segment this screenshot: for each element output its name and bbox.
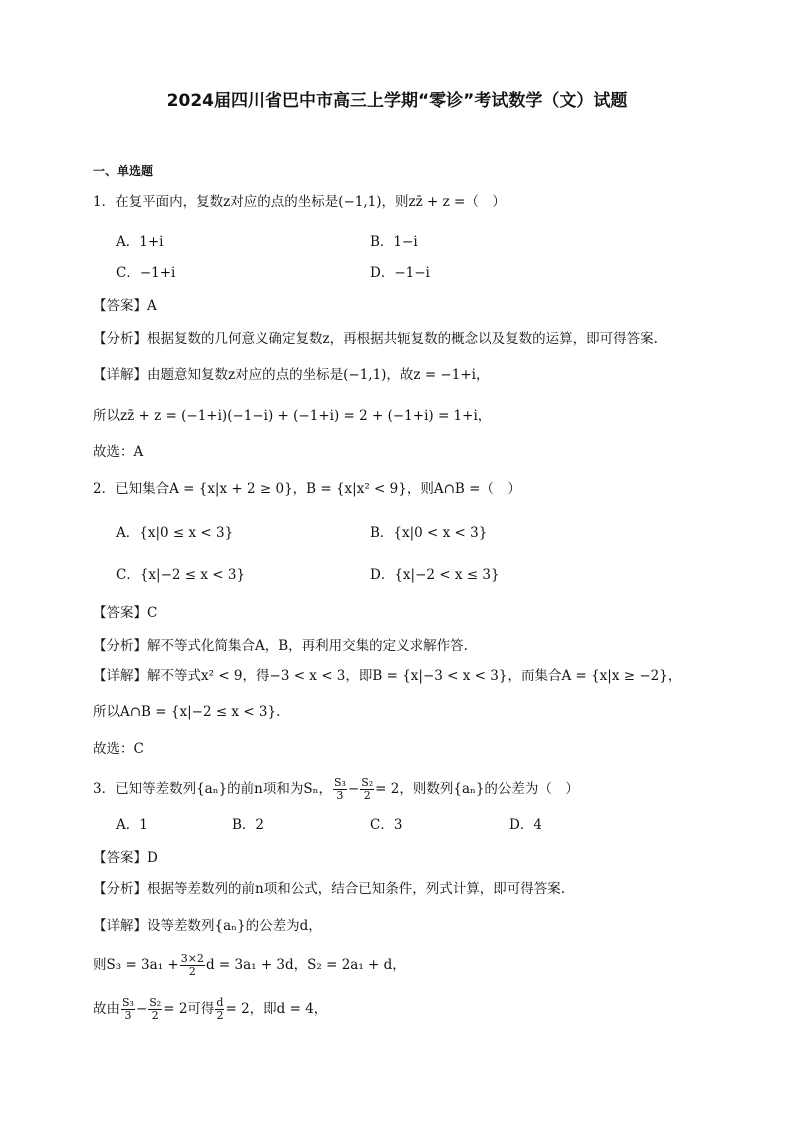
q2-analysis [93,637,468,655]
q1-analysis-text: 根据复数的几何意义确定复数z，再根据共轭复数的概念以及复数的运算，即可得答案. [147,331,658,347]
fraction [215,997,224,1022]
question-1-stem: 1．在复平面内，复数z对应的点的坐标是(−1,1)，则zz̄ + z =（ ） [93,194,506,210]
denominator: 2 [216,1009,224,1022]
q1-option-a: A．1+i [116,234,164,250]
fraction [148,997,162,1022]
q3-option-a: A．1 [116,817,148,833]
fraction [180,953,205,978]
denominator: 3 [336,789,344,802]
answer-label: 【答案】 [93,605,147,621]
denominator: 2 [151,1009,159,1022]
q3-l3-start: 故由 [93,1001,120,1017]
answer-label: 【答案】 [93,850,147,866]
q3-analysis-text: 根据等差数列的前n项和公式，结合已知条件，列式计算，即可得答案. [147,881,565,897]
q3-option-b: B．2 [232,817,265,833]
numerator: S₃ [122,996,134,1009]
denominator: 2 [363,789,371,802]
fraction [333,777,347,802]
denominator: 2 [188,965,196,978]
minus-sign: − [135,1001,148,1017]
q2-detail [93,667,681,685]
section-heading: 一、单选题 [93,164,154,178]
q1-chosen-value: A [133,444,144,460]
fraction [121,997,135,1022]
q2-option-d: D．{x|−2 < x ≤ 3} [370,567,500,583]
numerator: 3×2 [180,952,204,965]
minus-sign: − [347,781,360,797]
q3-detail-line2 [93,952,406,978]
q2-detail-line2: 所以A∩B = {x|−2 ≤ x < 3}. [93,704,281,720]
q2-chosen [93,740,144,758]
detail-label: 【详解】 [93,367,147,383]
q3-analysis [93,880,565,898]
q3-detail-line3 [93,996,327,1022]
q2-option-a: A．{x|0 ≤ x < 3} [116,525,234,541]
q2-analysis-text: 解不等式化简集合A，B，再利用交集的定义求解作答. [147,638,468,654]
numerator: S₂ [149,996,162,1009]
answer-label: 【答案】 [93,298,147,314]
q1-answer-value: A [147,298,157,314]
q3-l2-end: d = 3a₁ + 3d，S₂ = 2a₁ + d， [205,957,406,973]
q1-analysis [93,330,658,348]
q1-option-c: C．−1+i [116,265,176,281]
detail-label: 【详解】 [93,668,147,684]
detail-label: 【详解】 [93,918,147,934]
q1-option-d: D．−1−i [370,265,430,281]
page-title: 2024届四川省巴中市高三上学期“零诊”考试数学（文）试题 [166,91,628,111]
q1-answer [93,297,157,315]
q3-l3-mid: = 2可得 [163,1001,215,1017]
q3-option-d: D．4 [509,817,542,833]
numerator: S₂ [361,776,374,789]
q3-l3-end: = 2，即d = 4， [225,1001,328,1017]
q3-l2-start: 则S₃ = 3a₁ + [93,957,179,973]
q1-detail [93,366,489,384]
q1-detail-line2: 所以zz̄ + z = (−1+i)(−1−i) + (−1+i) = 2 + (−1+i) = 1+i， [93,408,492,424]
q3-stem-end: = 2，则数列{aₙ}的公差为（ ） [375,781,579,797]
q2-option-b: B．{x|0 < x < 3} [370,525,488,541]
q3-detail [93,917,322,935]
analysis-label: 【分析】 [93,331,147,347]
q2-answer-value: C [147,605,158,621]
analysis-label: 【分析】 [93,881,147,897]
q2-answer [93,604,157,622]
q3-answer-value: D [147,850,158,866]
chosen-label: 故选： [93,741,134,757]
q2-detail-text: 解不等式x² < 9，得−3 < x < 3，即B = {x|−3 < x < 3}，而集合A = {x|x ≥ −2}， [147,668,682,684]
q3-answer [93,849,158,867]
question-3-stem [93,777,579,802]
q3-detail-text: 设等差数列{aₙ}的公差为d， [147,918,322,934]
q1-option-b: B．1−i [370,234,418,250]
denominator: 3 [124,1009,132,1022]
fraction [360,777,374,802]
q2-option-c: C．{x|−2 ≤ x < 3} [116,567,246,583]
q3-stem-start: 3．已知等差数列{aₙ}的前n项和为Sₙ， [93,781,332,797]
chosen-label: 故选： [93,444,134,460]
question-2-stem: 2．已知集合A = {x|x + 2 ≥ 0}，B = {x|x² < 9}，则A∩B =（ ） [93,481,521,497]
q2-chosen-value: C [133,741,144,757]
numerator: S₃ [333,776,346,789]
q1-detail-text: 由题意知复数z对应的点的坐标是(−1,1)，故z = −1+i， [147,367,490,383]
q1-chosen [93,443,143,461]
analysis-label: 【分析】 [93,638,147,654]
numerator: d [216,996,224,1009]
q3-option-c: C．3 [370,817,403,833]
